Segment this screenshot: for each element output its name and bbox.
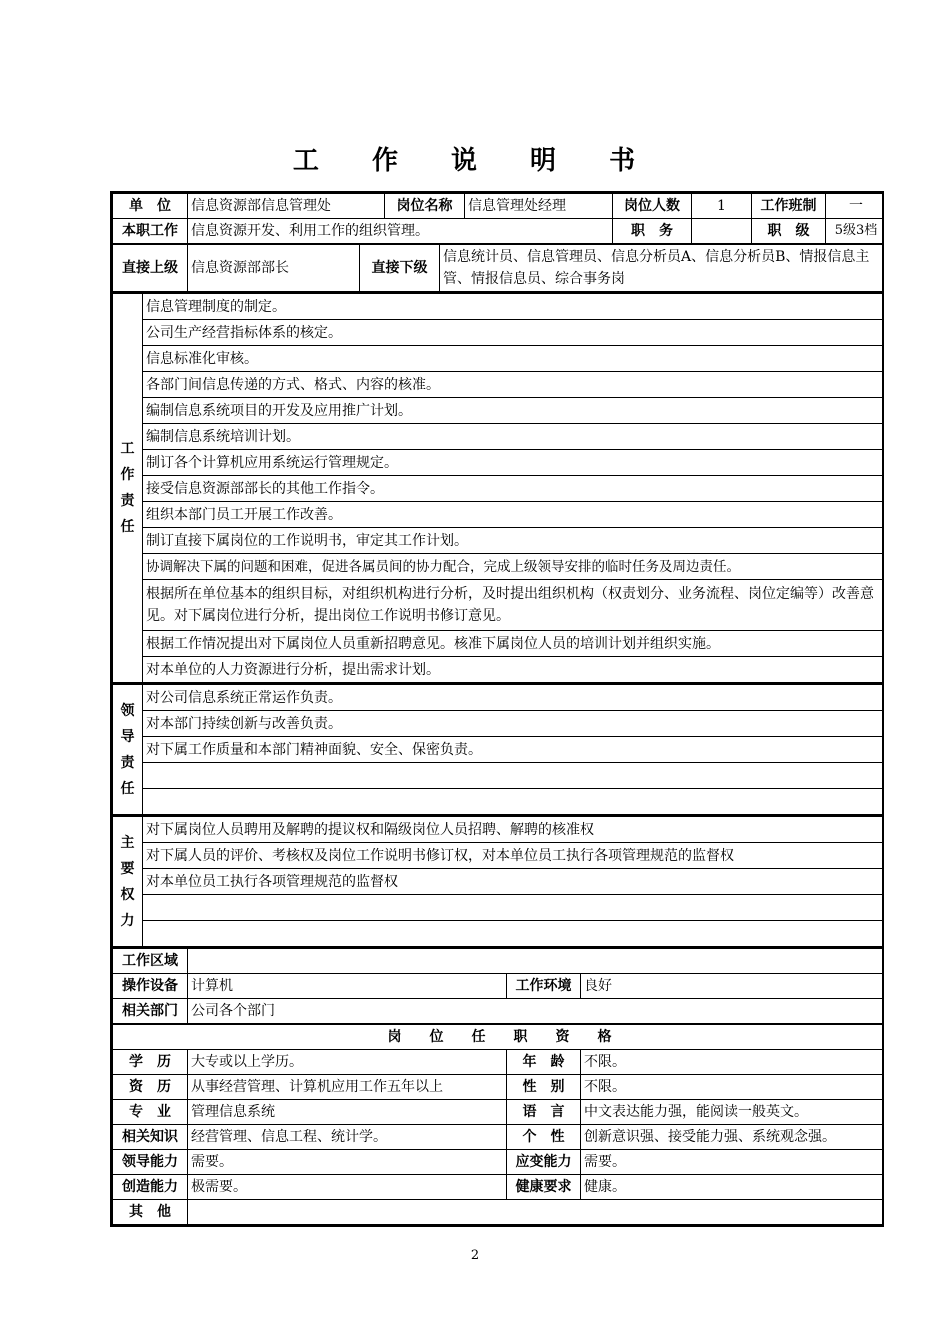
qual-label: 学 历: [113, 1050, 188, 1075]
work-env-value: 良好: [581, 974, 884, 999]
related-dept-label: 相关部门: [113, 999, 188, 1024]
header-table: [112, 193, 883, 244]
shift-value: 一: [826, 194, 884, 219]
powers-label: [113, 816, 143, 947]
qual-value: 从事经营管理、计算机应用工作五年以上: [188, 1075, 507, 1100]
qual-value: 不限。: [581, 1075, 884, 1100]
lead-duties-label-char: 领: [120, 702, 135, 719]
other-label: 其 他: [113, 1200, 188, 1225]
qual-label: 应变能力: [507, 1150, 581, 1175]
work-duties-label-char: 任: [120, 519, 135, 535]
work-duty-item: 根据工作情况提出对下属岗位人员重新招聘意见。核准下属岗位人员的培训计划并组织实施。: [143, 631, 884, 657]
work-env-label: 工作环境: [507, 974, 581, 999]
lead-duties-label-char: 责: [120, 754, 135, 771]
powers-label-char: 主: [120, 834, 135, 851]
qual-label: 资 历: [113, 1075, 188, 1100]
work-duty-item: 对本单位的人力资源进行分析，提出需求计划。: [143, 657, 884, 683]
qual-label: 语 言: [507, 1100, 581, 1125]
power-item: 对下属人员的评价、考核权及岗位工作说明书修订权，对本单位员工执行各项管理规范的监督权: [143, 843, 884, 869]
qual-label: 领导能力: [113, 1150, 188, 1175]
shift-label: 工作班制: [752, 194, 826, 219]
duty-label: 职 务: [613, 219, 692, 244]
work-duty-item: 编制信息系统培训计划。: [143, 424, 884, 450]
lead-duty-item: 对公司信息系统正常运作负责。: [143, 684, 884, 711]
work-duties-label-char: 工: [120, 441, 135, 457]
qual-label: 年 龄: [507, 1050, 581, 1075]
work-duty-item: 接受信息资源部部长的其他工作指令。: [143, 476, 884, 502]
qual-value: 大专或以上学历。: [188, 1050, 507, 1075]
duty-value: [692, 219, 752, 244]
job-value: 信息资源开发、利用工作的组织管理。: [188, 219, 613, 244]
work-duty-item: 根据所在单位基本的组织目标，对组织机构进行分析，及时提出组织机构（权责划分、业务流程、岗位定编等）改善意见。对下属岗位进行分析，提出岗位工作说明书修订意见。: [143, 580, 884, 631]
work-area-value: [188, 948, 884, 974]
unit-value: 信息资源部信息管理处: [188, 194, 385, 219]
equipment-value: 计算机: [188, 974, 507, 999]
qual-label: 相关知识: [113, 1125, 188, 1150]
qual-value: 极需要。: [188, 1175, 507, 1200]
work-duty-item: 公司生产经营指标体系的核定。: [143, 320, 884, 346]
lead-duties-table: [112, 683, 883, 815]
powers-table: [112, 815, 883, 947]
lead-duty-item: 对下属工作质量和本部门精神面貌、安全、保密负责。: [143, 737, 884, 763]
work-duty-item: 制订各个计算机应用系统运行管理规定。: [143, 450, 884, 476]
work-duty-item: 信息标准化审核。: [143, 346, 884, 372]
other-value: [188, 1200, 884, 1225]
work-duty-item: 制订直接下属岗位的工作说明书，审定其工作计划。: [143, 528, 884, 554]
subordinate-label: 直接下级: [360, 245, 440, 292]
equipment-label: 操作设备: [113, 974, 188, 999]
post-name-value: 信息管理处经理: [465, 194, 613, 219]
page-number: 2: [470, 1248, 480, 1263]
work-duty-item: 协调解决下属的问题和困难，促进各属员间的协力配合，完成上级领导安排的临时任务及周边责任。: [143, 554, 884, 580]
qual-label: 专 业: [113, 1100, 188, 1125]
work-duty-item: 编制信息系统项目的开发及应用推广计划。: [143, 398, 884, 424]
work-duty-item: 各部门间信息传递的方式、格式、内容的核准。: [143, 372, 884, 398]
lead-duties-label: [113, 684, 143, 815]
unit-label: 单 位: [113, 194, 188, 219]
job-label: 本职工作: [113, 219, 188, 244]
lead-duty-item: [143, 789, 884, 815]
post-name-label: 岗位名称: [385, 194, 465, 219]
powers-label-char: 力: [120, 912, 135, 929]
subordinate-value: 信息统计员、信息管理员、信息分析员A、信息分析员B、情报信息主管、情报信息员、综合事务岗: [440, 245, 884, 292]
qual-value: 不限。: [581, 1050, 884, 1075]
superior-label: 直接上级: [113, 245, 188, 292]
work-duties-label-char: 作: [120, 467, 135, 483]
related-dept-value: 公司各个部门: [188, 999, 884, 1024]
lead-duty-item: 对本部门持续创新与改善负责。: [143, 711, 884, 737]
qual-label: 健康要求: [507, 1175, 581, 1200]
job-description-form: [110, 191, 884, 1227]
grade-value: 5级3档: [826, 219, 884, 244]
work-area-label: 工作区域: [113, 948, 188, 974]
document-title: 工 作 说 明 书: [292, 146, 658, 176]
qual-label: 创造能力: [113, 1175, 188, 1200]
work-duties-label-char: 责: [120, 493, 135, 509]
qualifications-table: [112, 1024, 883, 1225]
work-duty-item: 组织本部门员工开展工作改善。: [143, 502, 884, 528]
powers-label-char: 要: [120, 860, 135, 877]
qual-label: 个 性: [507, 1125, 581, 1150]
lead-duties-label-char: 导: [120, 728, 135, 745]
work-duties-label: [113, 293, 143, 683]
qual-value: 创新意识强、接受能力强、系统观念强。: [581, 1125, 884, 1150]
powers-label-char: 权: [120, 886, 135, 903]
qual-value: 需要。: [581, 1150, 884, 1175]
power-item: [143, 921, 884, 947]
work-duties-table: [112, 292, 883, 683]
lead-duties-label-char: 任: [120, 780, 135, 797]
headcount-label: 岗位人数: [613, 194, 692, 219]
qual-value: 健康。: [581, 1175, 884, 1200]
power-item: [143, 895, 884, 921]
power-item: 对下属岗位人员聘用及解聘的提议权和隔级岗位人员招聘、解聘的核准权: [143, 816, 884, 843]
work-duty-item: 信息管理制度的制定。: [143, 293, 884, 320]
power-item: 对本单位员工执行各项管理规范的监督权: [143, 869, 884, 895]
qual-label: 性 别: [507, 1075, 581, 1100]
headcount-value: 1: [692, 194, 752, 219]
environment-table: [112, 947, 883, 1024]
superior-value: 信息资源部部长: [188, 245, 360, 292]
form-table: [110, 191, 884, 1227]
qual-value: 需要。: [188, 1150, 507, 1175]
qual-value: 经营管理、信息工程、统计学。: [188, 1125, 507, 1150]
lead-duty-item: [143, 763, 884, 789]
grade-label: 职 级: [752, 219, 826, 244]
qual-value: 中文表达能力强，能阅读一般英文。: [581, 1100, 884, 1125]
qual-value: 管理信息系统: [188, 1100, 507, 1125]
qualifications-heading: 岗 位 任 职 资 格: [113, 1025, 884, 1050]
superior-table: [112, 244, 883, 292]
